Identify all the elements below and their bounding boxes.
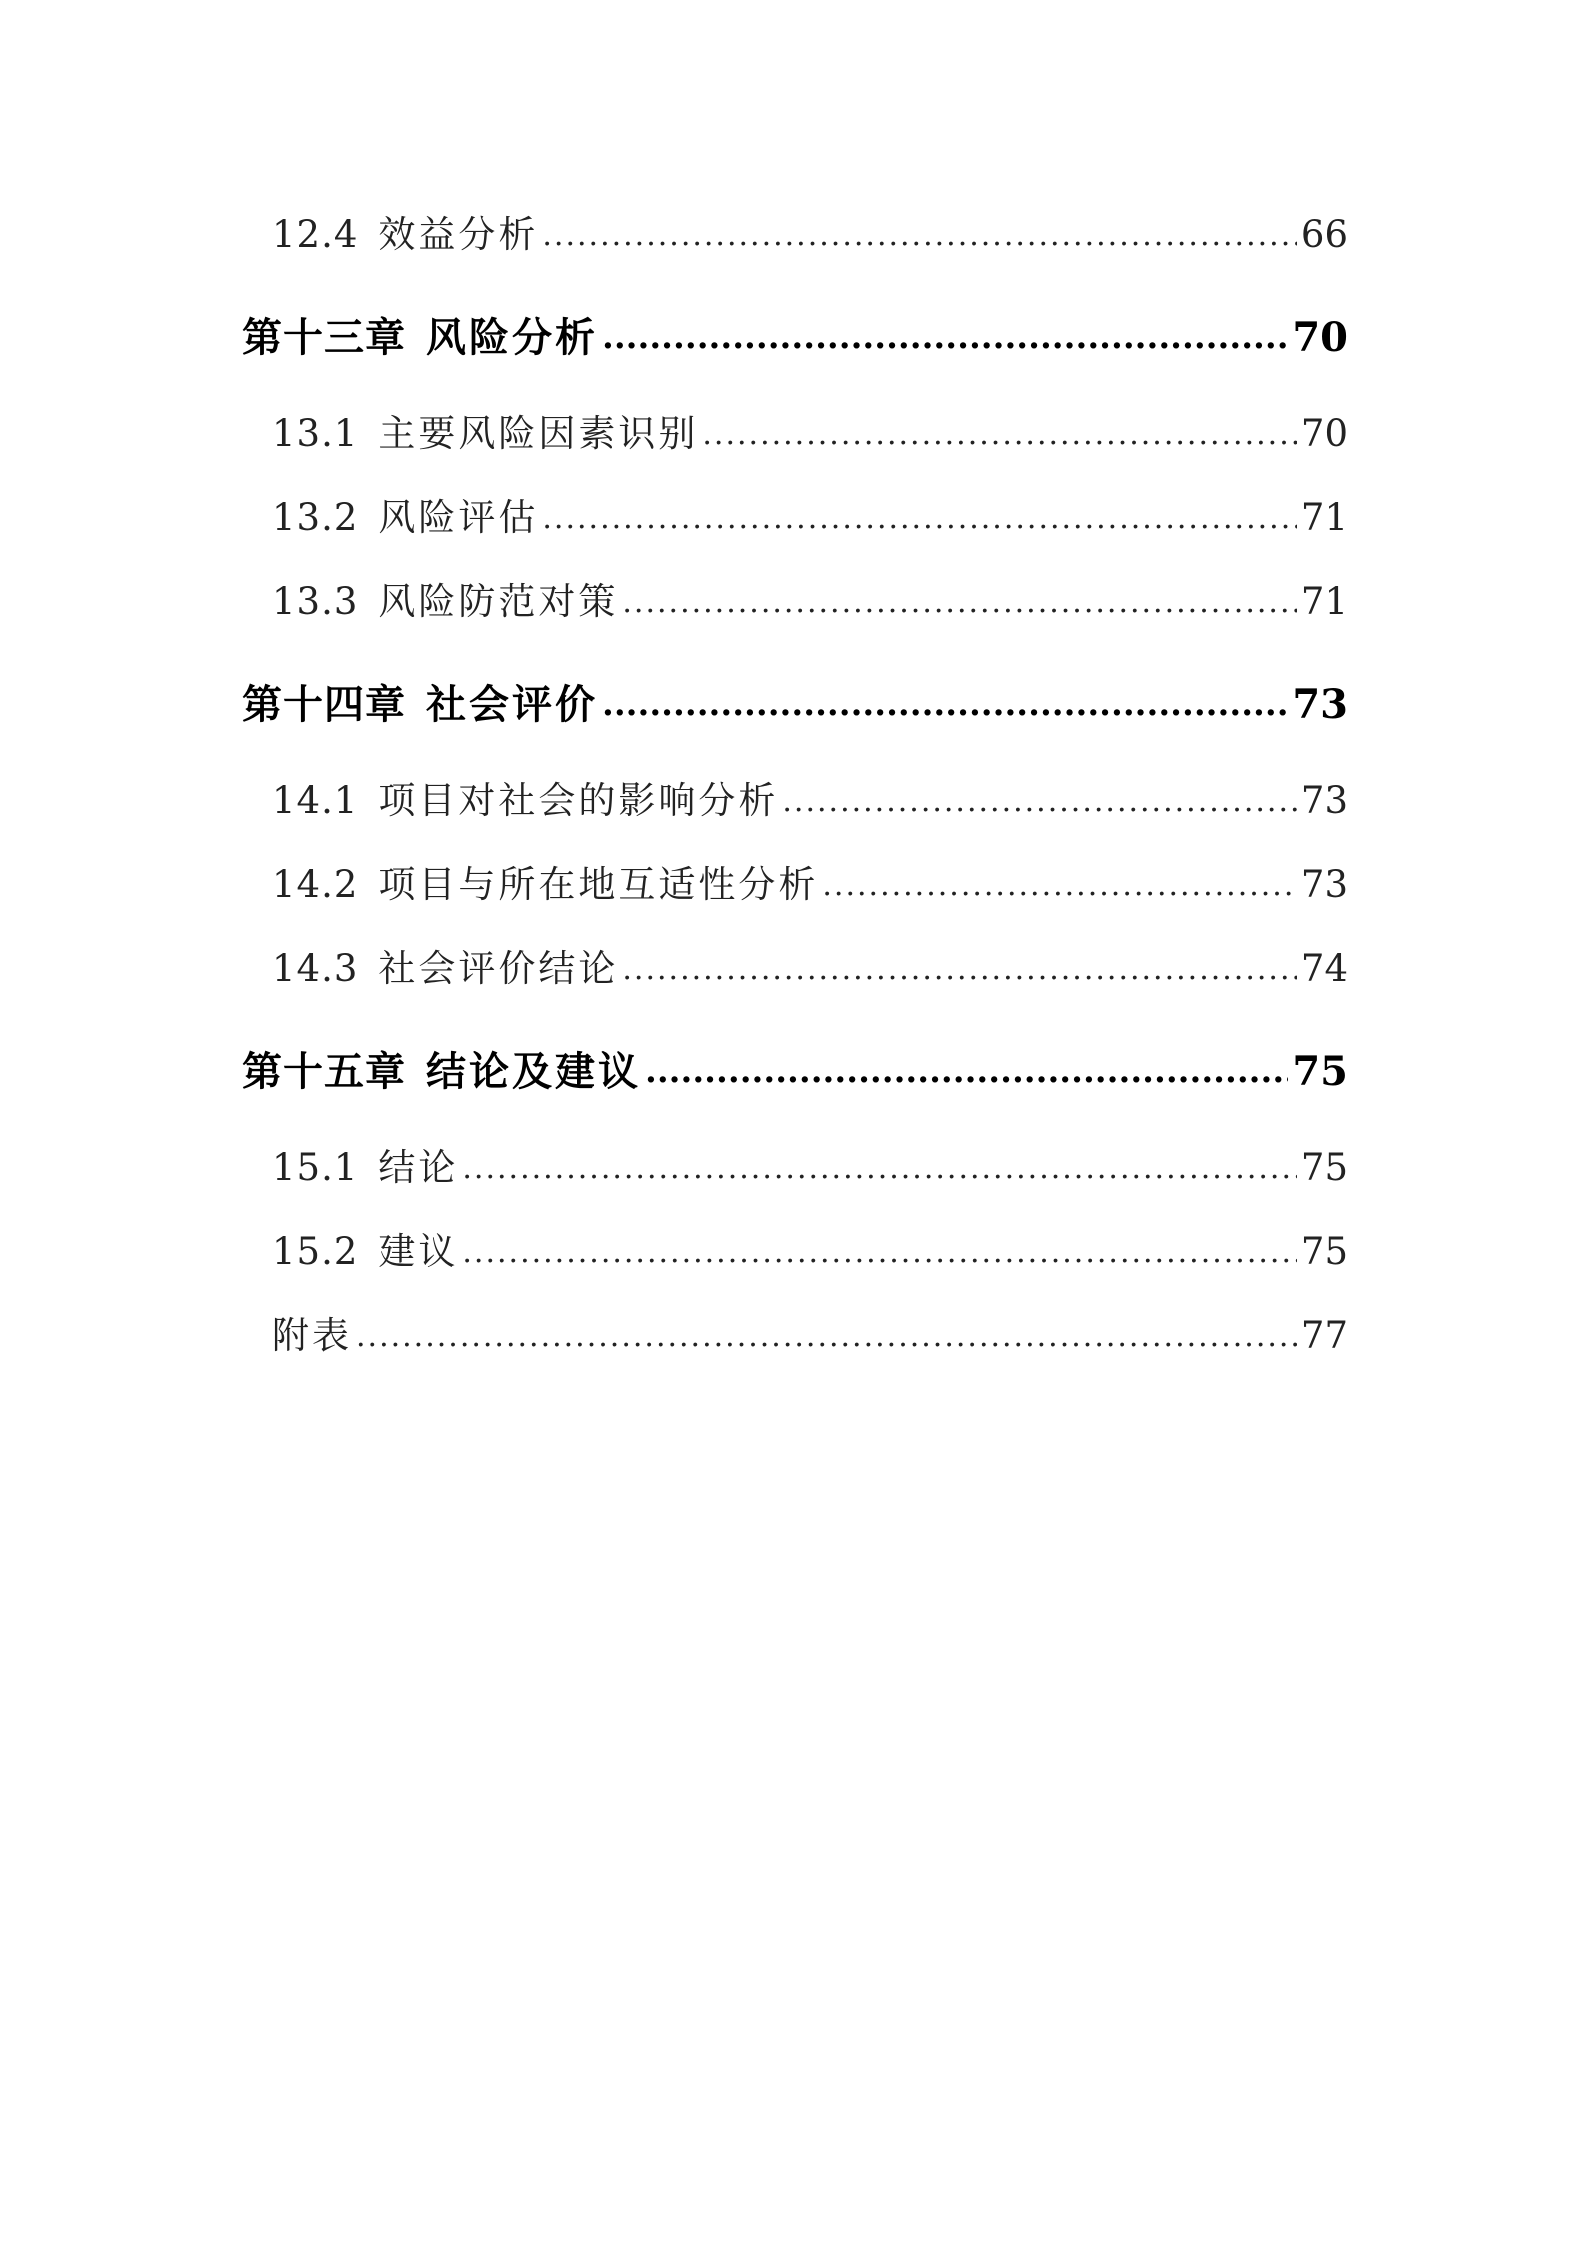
toc-chapter-title: 结论及建议: [426, 1048, 641, 1095]
toc-entry-15-1[interactable]: [272, 1140, 1348, 1196]
toc-entry-number: 15.2: [272, 1230, 359, 1273]
toc-entry-title: 主要风险因素识别: [378, 412, 699, 455]
toc-entry-title: 建议: [378, 1230, 459, 1273]
dot-leader: [356, 1308, 1297, 1364]
dot-leader: [702, 406, 1297, 462]
toc-entry-appendix[interactable]: [272, 1308, 1348, 1364]
toc-entry-number: 13.1: [272, 412, 359, 455]
toc-entry-title: 风险评估: [378, 496, 539, 539]
toc-entry-number: 13.2: [272, 496, 359, 539]
toc-chapter-number: 第十三章: [242, 314, 406, 361]
toc-entry-number: 12.4: [272, 213, 359, 256]
toc-chapter-title: 社会评价: [426, 681, 598, 728]
toc-chapter-title: 风险分析: [426, 314, 598, 361]
toc-entry-title: 项目与所在地互适性分析: [378, 863, 819, 906]
toc-entry-number: 15.1: [272, 1146, 359, 1189]
toc-entry-title: 附表: [272, 1314, 352, 1357]
toc-entry-page: 77: [1300, 1314, 1348, 1357]
toc-entry-title: 项目对社会的影响分析: [378, 779, 779, 822]
toc-entry-13-1[interactable]: [272, 406, 1348, 462]
dot-leader: [645, 1044, 1288, 1100]
dot-leader: [542, 207, 1297, 263]
toc-chapter-page: 75: [1292, 1048, 1348, 1095]
toc-chapter-13[interactable]: [242, 310, 1348, 366]
toc-chapter-page: 70: [1292, 314, 1348, 361]
toc-entry-13-3[interactable]: [272, 574, 1348, 630]
toc-entry-page: 70: [1300, 412, 1348, 455]
toc-entry-number: 14.1: [272, 779, 359, 822]
toc-entry-page: 74: [1300, 947, 1348, 990]
toc-chapter-number: 第十五章: [242, 1048, 406, 1095]
toc-entry-12-4[interactable]: [272, 207, 1348, 263]
toc-entry-title: 结论: [378, 1146, 459, 1189]
dot-leader: [462, 1140, 1297, 1196]
toc-entry-title: 效益分析: [378, 213, 539, 256]
dot-leader: [782, 773, 1297, 829]
toc-chapter-15[interactable]: [242, 1044, 1348, 1100]
toc-entry-number: 13.3: [272, 580, 359, 623]
toc-entry-number: 14.2: [272, 863, 359, 906]
toc-entry-14-3[interactable]: [272, 941, 1348, 997]
toc-chapter-14[interactable]: [242, 677, 1348, 733]
dot-leader: [602, 677, 1288, 733]
dot-leader: [622, 574, 1297, 630]
toc-entry-page: 73: [1300, 863, 1348, 906]
toc-chapter-page: 73: [1292, 681, 1348, 728]
toc-entry-14-1[interactable]: [272, 773, 1348, 829]
toc-entry-page: 75: [1300, 1146, 1348, 1189]
dot-leader: [462, 1224, 1297, 1280]
toc-entry-page: 73: [1300, 779, 1348, 822]
toc-entry-15-2[interactable]: [272, 1224, 1348, 1280]
toc-entry-13-2[interactable]: [272, 490, 1348, 546]
toc-entry-page: 71: [1300, 580, 1348, 623]
dot-leader: [542, 490, 1297, 546]
dot-leader: [822, 857, 1297, 913]
toc-entry-14-2[interactable]: [272, 857, 1348, 913]
toc-chapter-number: 第十四章: [242, 681, 406, 728]
toc-entry-title: 社会评价结论: [378, 947, 619, 990]
toc-entry-number: 14.3: [272, 947, 359, 990]
toc-entry-page: 66: [1300, 213, 1348, 256]
dot-leader: [602, 310, 1288, 366]
toc-entry-page: 75: [1300, 1230, 1348, 1273]
dot-leader: [622, 941, 1297, 997]
toc-entry-page: 71: [1300, 496, 1348, 539]
toc-entry-title: 风险防范对策: [378, 580, 619, 623]
